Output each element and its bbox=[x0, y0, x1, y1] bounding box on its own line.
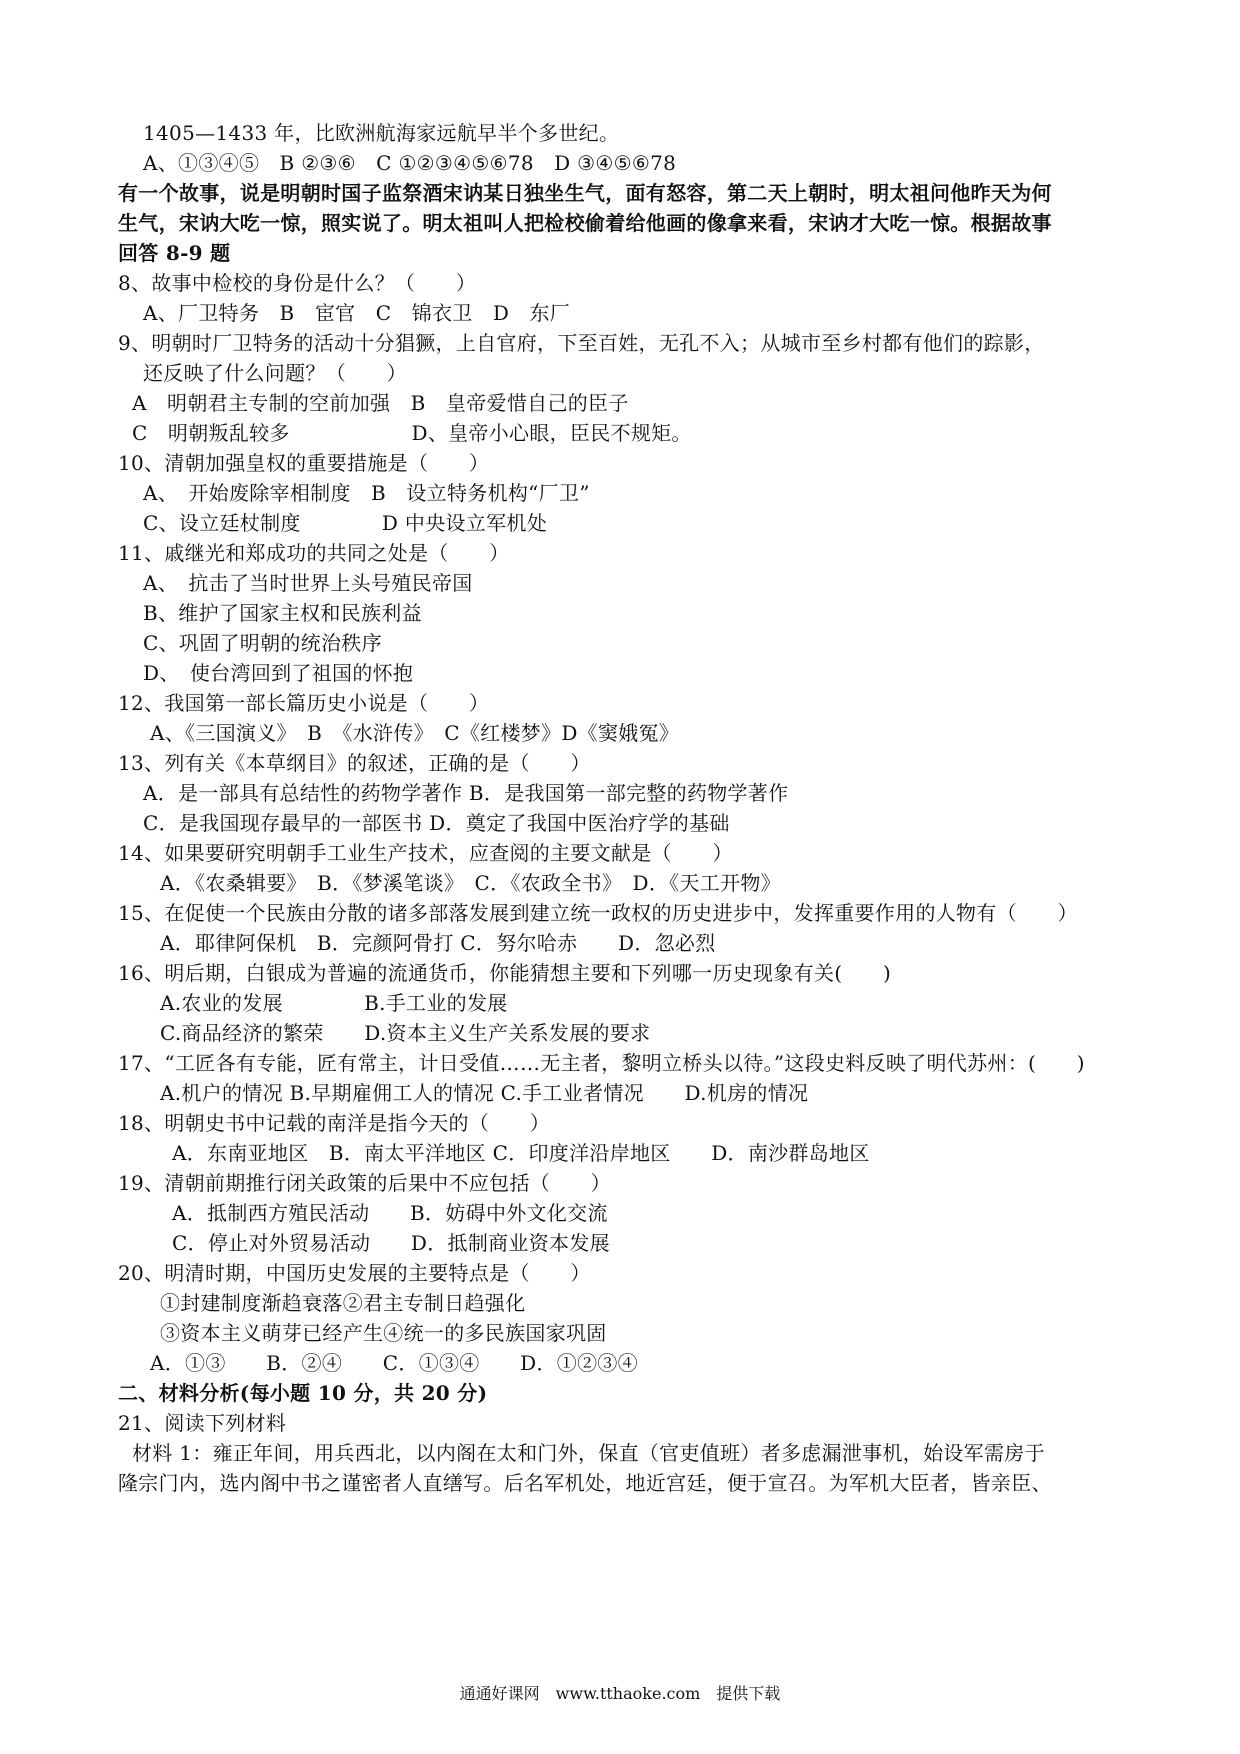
story-paragraph-line: 有一个故事，说是明朝时国子监祭酒宋讷某日独坐生气，面有怒容，第二天上朝时，明太祖问他昨天为何 bbox=[118, 181, 1052, 205]
text-line: 1405—1433 年，比欧洲航海家远航早半个多世纪。 bbox=[143, 121, 620, 145]
question-12: 12、我国第一部长篇历史小说是（ ） bbox=[118, 691, 490, 715]
question-11-option: D、 使台湾回到了祖国的怀抱 bbox=[143, 661, 414, 685]
question-19-options: C．停止对外贸易活动 D．抵制商业资本发展 bbox=[172, 1231, 610, 1255]
question-13-options: A．是一部具有总结性的药物学著作 B．是我国第一部完整的药物学著作 bbox=[143, 781, 789, 805]
question-20-statements: ③资本主义萌芽已经产生④统一的多民族国家巩固 bbox=[160, 1321, 607, 1345]
question-15: 15、在促使一个民族由分散的诸多部落发展到建立统一政权的历史进步中，发挥重要作用的人物有（ ） bbox=[118, 901, 1078, 925]
question-21: 21、阅读下列材料 bbox=[118, 1411, 287, 1435]
question-18-options: A．东南亚地区 B．南太平洋地区 C．印度洋沿岸地区 D．南沙群岛地区 bbox=[172, 1141, 870, 1165]
question-17-options: A.机户的情况 B.早期雇佣工人的情况 C.手工业者情况 D.机房的情况 bbox=[160, 1081, 809, 1105]
story-paragraph-line: 回答 8-9 题 bbox=[118, 241, 231, 265]
question-11-option: A、 抗击了当时世界上头号殖民帝国 bbox=[143, 571, 473, 595]
story-paragraph-line: 生气，宋讷大吃一惊，照实说了。明太祖叫人把检校偷着给他画的像拿来看，宋讷才大吃一惊。根据故事 bbox=[118, 211, 1052, 235]
question-11-option: C、巩固了明朝的统治秩序 bbox=[143, 631, 382, 655]
question-16-options: A.农业的发展 B.手工业的发展 bbox=[160, 991, 508, 1015]
question-14: 14、如果要研究明朝手工业生产技术，应查阅的主要文献是（ ） bbox=[118, 841, 733, 865]
question-20-options: A．①③ B．②④ C．①③④ D．①②③④ bbox=[150, 1351, 638, 1375]
question-9-cont: 还反映了什么问题？（ ） bbox=[143, 361, 407, 385]
page-footer: 通通好课网 www.tthaoke.com 提供下载 bbox=[459, 1684, 781, 1703]
question-18: 18、明朝史书中记载的南洋是指今天的（ ） bbox=[118, 1111, 551, 1135]
question-13: 13、列有关《本草纲目》的叙述，正确的是（ ） bbox=[118, 751, 591, 775]
section-heading: 二、材料分析(每小题 10 分，共 20 分) bbox=[118, 1381, 488, 1405]
question-16-options: C.商品经济的繁荣 D.资本主义生产关系发展的要求 bbox=[160, 1021, 651, 1045]
question-8-options: A、厂卫特务 B 宦官 C 锦衣卫 D 东厂 bbox=[143, 301, 571, 325]
question-10-options: C、设立廷杖制度 D 中央设立军机处 bbox=[143, 511, 547, 535]
question-11-option: B、维护了国家主权和民族利益 bbox=[143, 601, 422, 625]
question-9-options: C 明朝叛乱较多 D、皇帝小心眼，臣民不规矩。 bbox=[132, 421, 692, 445]
material-1-line: 隆宗门内，选内阁中书之谨密者人直缮写。后名军机处，地近宫廷，便于宣召。为军机大臣者，皆亲臣、 bbox=[118, 1471, 1052, 1495]
question-9-options: A 明朝君主专制的空前加强 B 皇帝爱惜自己的臣子 bbox=[132, 391, 629, 415]
question-10-options: A、 开始废除宰相制度 B 设立特务机构“厂卫” bbox=[143, 481, 590, 505]
question-17: 17、“工匠各有专能，匠有常主，计日受值……无主者，黎明立桥头以待。”这段史料反映了明代苏州：( ) bbox=[118, 1051, 1085, 1075]
question-12-options: A、《三国演义》 B 《水浒传》 C《红楼梦》D《窦娥冤》 bbox=[150, 721, 680, 745]
question-11: 11、戚继光和郑成功的共同之处是（ ） bbox=[118, 541, 510, 565]
question-20: 20、明清时期，中国历史发展的主要特点是（ ） bbox=[118, 1261, 591, 1285]
question-8: 8、故事中检校的身份是什么？（ ） bbox=[118, 271, 477, 295]
question-16: 16、明后期，白银成为普遍的流通货币，你能猜想主要和下列哪一历史现象有关( ) bbox=[118, 961, 892, 985]
question-20-statements: ①封建制度渐趋衰落②君主专制日趋强化 bbox=[160, 1291, 526, 1315]
material-1-line: 材料 1：雍正年间，用兵西北，以内阁在太和门外，保直（官吏值班）者多虑漏泄事机，始设军需房于 bbox=[132, 1441, 1045, 1465]
question-19-options: A．抵制西方殖民活动 B．妨碍中外文化交流 bbox=[172, 1201, 608, 1225]
question-14-options: A．《农桑辑要》 B．《梦溪笔谈》 C．《农政全书》 D．《天工开物》 bbox=[160, 871, 781, 895]
question-15-options: A．耶律阿保机 B．完颜阿骨打 C．努尔哈赤 D．忽必烈 bbox=[160, 931, 716, 955]
answer-options-line: A、①③④⑤ B ②③⑥ C ①②③④⑤⑥78 D ③④⑤⑥78 bbox=[143, 151, 677, 175]
question-10: 10、清朝加强皇权的重要措施是（ ） bbox=[118, 451, 490, 475]
question-9: 9、明朝时厂卫特务的活动十分猖獗，上自官府，下至百姓，无孔不入；从城市至乡村都有他们的踪影， bbox=[118, 331, 1045, 355]
question-19: 19、清朝前期推行闭关政策的后果中不应包括（ ） bbox=[118, 1171, 611, 1195]
question-13-options: C．是我国现存最早的一部医书 D．奠定了我国中医治疗学的基础 bbox=[143, 811, 730, 835]
